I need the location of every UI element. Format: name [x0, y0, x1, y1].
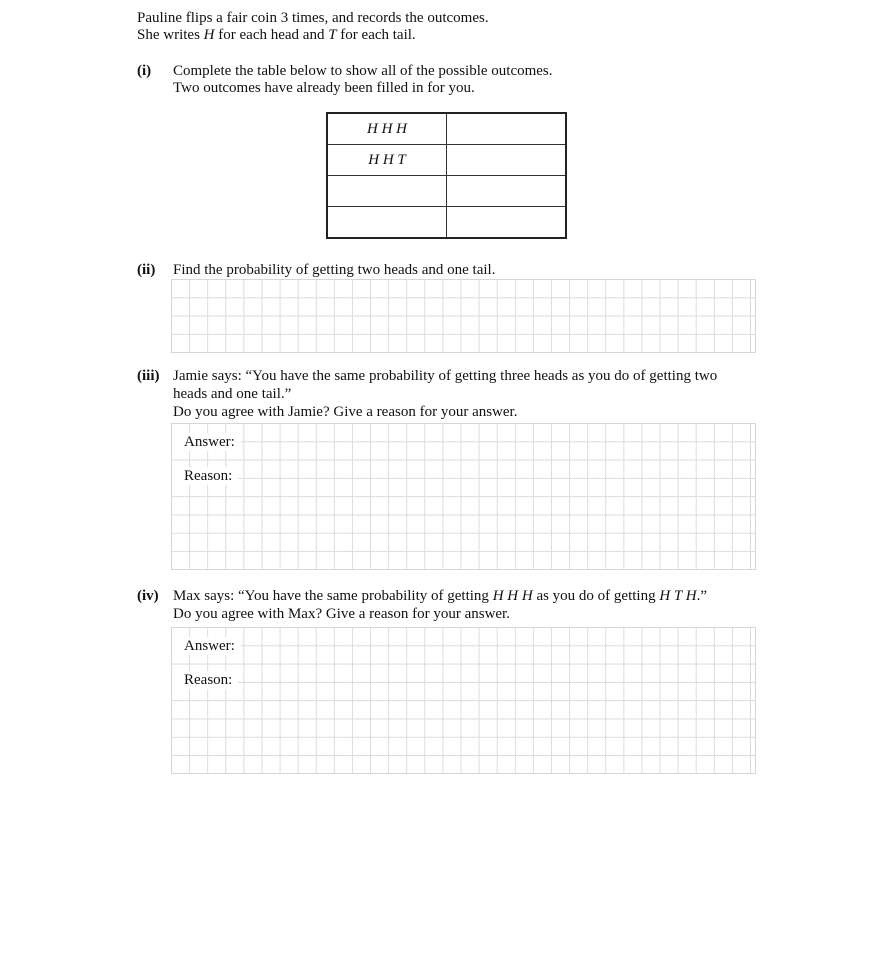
- intro-line-2: She writes H for each head and T for each tail.: [137, 27, 416, 43]
- part-iii-line-3: Do you agree with Jamie? Give a reason for your answer.: [173, 404, 518, 420]
- table-row: [327, 113, 566, 145]
- part-iv-line-2: Do you agree with Max? Give a reason for your answer.: [173, 606, 510, 622]
- part-iv-answer-grid[interactable]: [171, 627, 756, 774]
- part-iii-line-2: heads and one tail.”: [173, 386, 292, 402]
- part-iii-answer-grid[interactable]: [171, 423, 756, 570]
- table-row: [327, 207, 566, 239]
- part-iii-label: (iii): [137, 368, 160, 384]
- part-iv-label: (iv): [137, 588, 159, 604]
- part-iii-reason-label: Reason:: [172, 467, 238, 485]
- part-iii-line-1: Jamie says: “You have the same probability of getting three heads as you do of getting two: [173, 368, 718, 384]
- part-iv-answer-label: Answer:: [172, 637, 241, 655]
- table-row: [327, 176, 566, 207]
- part-iv-reason-label: Reason:: [172, 671, 238, 689]
- table-cell[interactable]: H H H: [327, 113, 447, 145]
- outcomes-table: [326, 112, 567, 239]
- table-cell[interactable]: [447, 207, 567, 239]
- table-cell[interactable]: [327, 207, 447, 239]
- part-i-line-1: Complete the table below to show all of the possible outcomes.: [173, 63, 553, 79]
- table-cell[interactable]: H H T: [327, 145, 447, 176]
- table-cell[interactable]: [447, 176, 567, 207]
- intro-line-1: Pauline flips a fair coin 3 times, and records the outcomes.: [137, 10, 489, 26]
- part-ii-label: (ii): [137, 262, 156, 278]
- part-i-line-2: Two outcomes have already been filled in for you.: [173, 80, 475, 96]
- part-iii-answer-label: Answer:: [172, 433, 241, 451]
- table-row: [327, 145, 566, 176]
- table-cell[interactable]: [447, 113, 567, 145]
- part-iv-line-1: Max says: “You have the same probability of getting H H H as you do of getting H T H.”: [173, 588, 708, 604]
- table-cell[interactable]: [447, 145, 567, 176]
- part-i-label: (i): [137, 63, 152, 79]
- table-cell[interactable]: [327, 176, 447, 207]
- part-ii-line-1: Find the probability of getting two heads and one tail.: [173, 262, 496, 278]
- part-ii-answer-grid[interactable]: [171, 279, 756, 353]
